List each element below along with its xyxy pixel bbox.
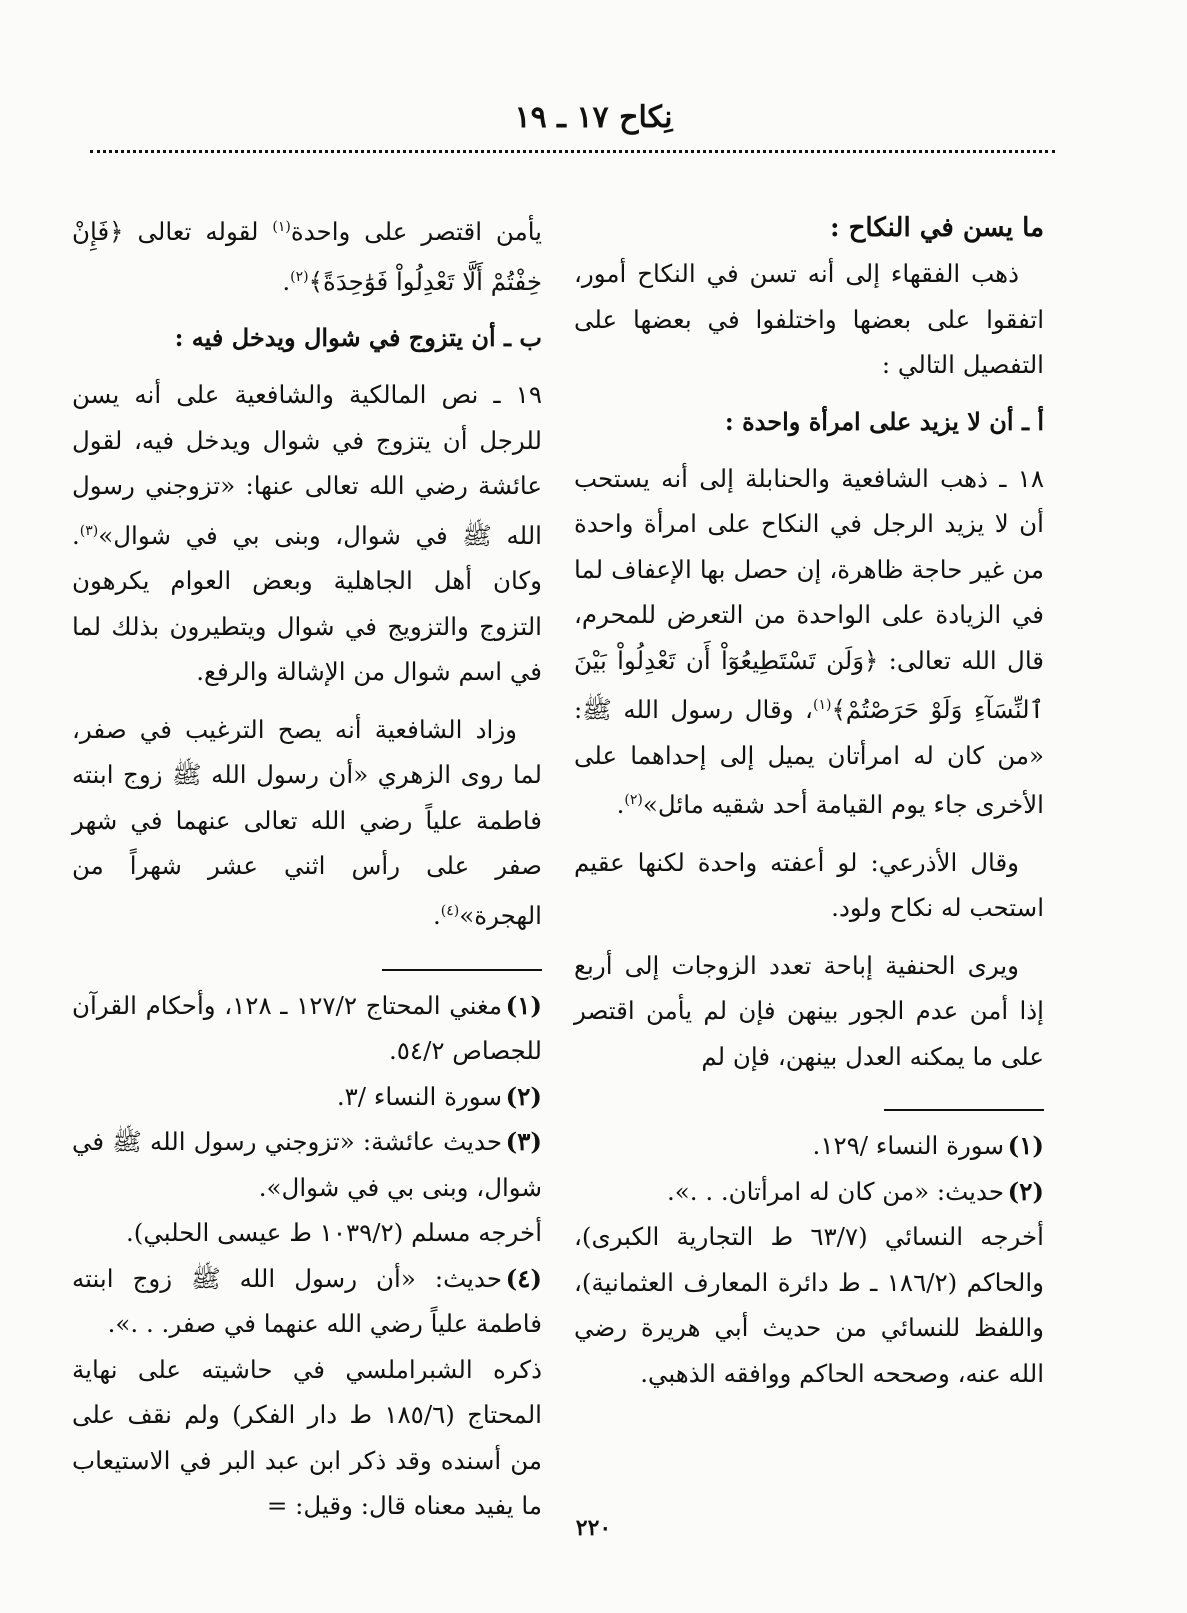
footnote-text: سورة النساء /٣. [336, 1081, 502, 1111]
paragraph-19-text-a: ١٩ ـ نص المالكية والشافعية على أنه يسن للرجل أن يتزوج في شوال ويدخل فيه، لقول عائشة رضي الله تعالى عنها: «تزوجني رسول الله ﷺ في شوال، وبنى بي في شوال» [72, 380, 542, 550]
footnote-text: حديث عائشة: «تزوجني رسول الله ﷺ في شوال، وبنى بي في شوال». [72, 1127, 542, 1202]
page-number: ٢٢٠ [575, 1515, 612, 1541]
continuation-text-b: لقوله تعالى ﴿فَإِنْ خِفْتُمْ أَلَّا تَعْدِلُواْ فَوَٰحِدَةً﴾ [72, 217, 542, 296]
footnote-number: (١) [505, 990, 542, 1020]
intro-paragraph: ذهب الفقهاء إلى أنه تسن في النكاح أمور، اتفقوا على بعضها واختلفوا في بعضها على التفصيل التالي : [574, 259, 1044, 379]
footnote-number: (٤) [505, 1263, 542, 1293]
continuation-paragraph [72, 205, 542, 304]
paragraph-18-end: . [616, 790, 625, 820]
left-column [72, 205, 542, 1529]
footnote-text: حديث: «أن رسول الله ﷺ زوج ابنته فاطمة علياً رضي الله عنهما في صفر. . .». [72, 1263, 542, 1339]
paragraph-adhrai: وقال الأذرعي: لو أعفته واحدة لكنها عقيم استحب له نكاح ولود. [574, 847, 1044, 923]
footnote-number: (٢) [505, 1081, 542, 1111]
footnote-2 [574, 1169, 1044, 1215]
paragraph-18-text-a: ١٨ ـ ذهب الشافعية والحنابلة إلى أنه يستحب أن لا يزيد الرجل في النكاح على امرأة واحدة من غير حاجة ظاهرة، إن حصل بها الإعفاف لما في الزيادة على الواحدة من التعرض للمحرم، قال الله تعالى: ﴿وَلَن تَسْتَطِيعُوٓاْ أَن تَعْدِلُواْ بَيْنَ ٱلنِّسَآءِ وَلَوْ حَرَصْتُمْ﴾ [574, 463, 1044, 725]
footnote-ref-1: (١) [272, 219, 291, 235]
footnote-2-detail: أخرجه النسائي (٦٣/٧ ط التجارية الكبرى)، والحاكم (١٨٦/٢ ـ ط دائرة المعارف العثمانية)، واللفظ للنسائي من حديث أبي هريرة رضي الله عنه، وصححه الحاكم ووافقه الذهبي. [574, 1222, 1044, 1388]
footnote-number: (٣) [505, 1127, 542, 1157]
footnote-1 [72, 983, 542, 1074]
footnote-2 [72, 1074, 542, 1120]
footnote-ref-4: (٤) [440, 902, 460, 919]
section-heading: ما يسن في النكاح : [829, 213, 1044, 243]
footnote-text: حديث: «من كان له امرأتان. . .». [666, 1176, 1004, 1206]
paragraph-hanafi: ويرى الحنفية إباحة تعدد الزوجات إلى أربع إذا أمن عدم الجور بينهن فإن لم يأمن اقتصر على ما يمكنه العدل بينهن، فإن لم [574, 950, 1044, 1071]
paragraph-19 [72, 372, 542, 695]
footnote-3 [72, 1119, 542, 1210]
header-dotted-rule [90, 150, 1055, 153]
footnote-3-detail: أخرجه مسلم (١٠٣٩/٢ ط عيسى الحلبي). [125, 1218, 542, 1248]
paragraph-18 [574, 456, 1044, 828]
paragraph-shafii-text: وزاد الشافعية أنه يصح الترغيب في صفر، لما روى الزهري «أن رسول الله ﷺ زوج ابنته فاطمة علياً رضي الله تعالى عنهما في شهر صفر على رأس اثني عشر شهراً من الهجرة» [72, 714, 542, 931]
footnote-4 [72, 1256, 542, 1347]
footnote-1 [574, 1123, 1044, 1169]
footnote-ref-1: (١) [812, 697, 832, 713]
footnote-rule [382, 969, 542, 971]
paragraph-shafii-end: . [433, 901, 441, 931]
paragraph-shafii [72, 707, 542, 939]
footnote-rule [884, 1109, 1044, 1111]
footnote-number: (٢) [1007, 1176, 1044, 1206]
running-header: نِكاح ١٧ ـ ١٩ [514, 100, 673, 135]
continuation-text-a: يأمن اقتصر على واحدة [290, 217, 542, 247]
subheading-b: ب ـ أن يتزوج في شوال ويدخل فيه : [174, 323, 542, 353]
footnote-number: (١) [1007, 1131, 1044, 1161]
subheading-a: أ ـ أن لا يزيد على امرأة واحدة : [724, 406, 1044, 436]
paragraph-19-text-b: . وكان أهل الجاهلية وبعض العوام يكرهون التزوج والتزويج في شوال ويتطيرون بذلك لما في اسم شوال من الإشالة والرفع. [72, 520, 542, 687]
footnote-ref-2: (٢) [624, 792, 643, 809]
footnote-text: سورة النساء /١٢٩. [812, 1131, 1004, 1161]
paragraph-18-text-b: ، وقال رسول الله ﷺ: «من كان له امرأتان يميل إلى إحداهما على الأخرى جاء يوم القيامة أحد شقيه مائل» [574, 695, 1044, 820]
continuation-end: . [282, 266, 291, 296]
footnote-text: مغني المحتاج ١٢٧/٢ ـ ١٢٨، وأحكام القرآن للجصاص ٥٤/٢. [72, 990, 542, 1066]
right-column [574, 205, 1044, 1396]
footnote-ref-2: (٢) [290, 268, 309, 285]
footnote-ref-3: (٣) [79, 522, 99, 539]
footnote-4-detail: ذكره الشبراملسي في حاشيته على نهاية المحتاج (١٨٥/٦ ط دار الفكر) ولم نقف على من أسنده وقد ذكر ابن عبد البر في الاستيعاب ما يفيد معناه قال: وقيل: = [72, 1354, 542, 1521]
